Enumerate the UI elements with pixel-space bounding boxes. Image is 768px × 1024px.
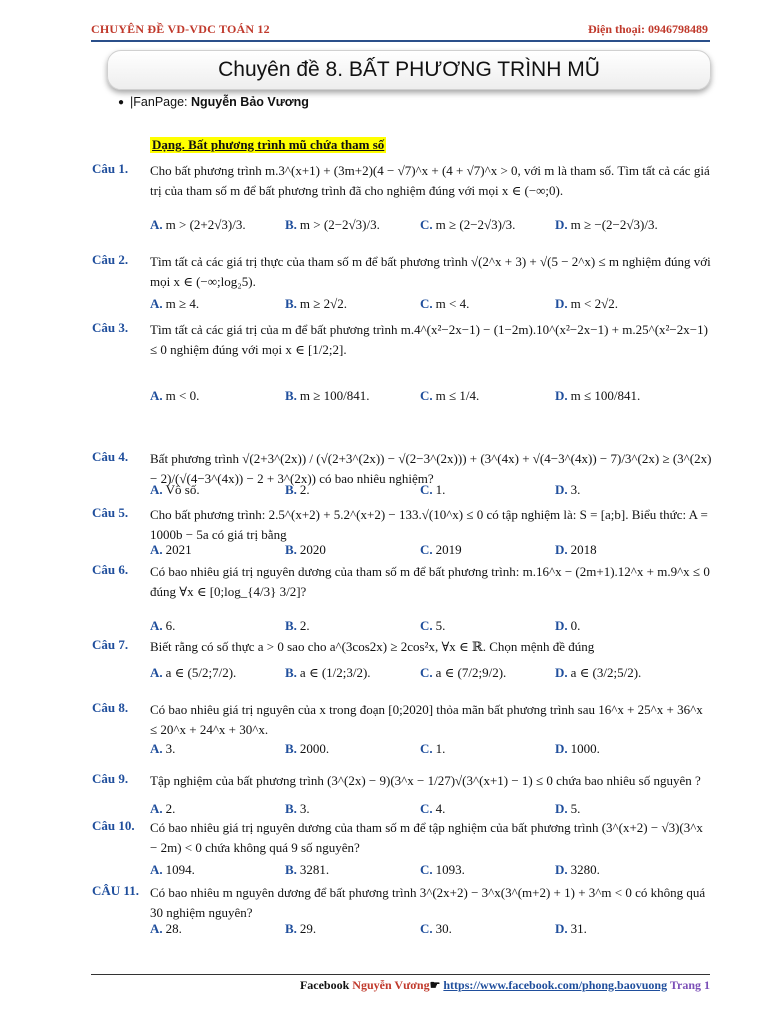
option-label: A. (150, 801, 163, 816)
option-value: m < 0. (165, 388, 200, 403)
option-label: D. (555, 388, 568, 403)
footer-link[interactable]: https://www.facebook.com/phong.baovuong (443, 978, 668, 992)
option-value: 2018 (570, 542, 597, 557)
option-value: 2021 (165, 542, 192, 557)
option-label: A. (150, 217, 163, 232)
option-label: D. (555, 862, 568, 877)
option-label: B. (285, 542, 297, 557)
option-value: a ∈ (7/2;9/2). (435, 665, 507, 680)
option-value: 28. (165, 921, 182, 936)
answer-option (150, 388, 285, 404)
answer-option (420, 741, 555, 757)
answer-option (420, 542, 555, 558)
answer-option (285, 388, 420, 404)
option-value: m ≤ 100/841. (570, 388, 641, 403)
answer-option (150, 921, 285, 937)
question-number: Câu 5. (92, 505, 129, 520)
option-value: a ∈ (1/2;3/2). (299, 665, 371, 680)
answer-option (420, 862, 555, 878)
question-number: Câu 6. (92, 562, 129, 577)
option-value: a ∈ (5/2;7/2). (165, 665, 237, 680)
option-label: D. (555, 741, 568, 756)
option-value: 3. (299, 801, 310, 816)
option-value: m ≥ 100/841. (299, 388, 370, 403)
answer-options (150, 217, 712, 233)
option-value: 1000. (570, 741, 600, 756)
question-text: Bất phương trình √(2+3^(2x)) / (√(2+3^(2x)) − √(2−3^(2x))) + (3^(4x) + √(4−3^(4x)) − 7)/3^(2x) ≥ (3^(2x) − 2)/(√(4−3^(4x)) − 2 + 3^(2x)) có bao nhiêu nghiệm? (150, 451, 712, 486)
question-item (92, 252, 712, 314)
option-value: 29. (299, 921, 317, 936)
option-value: 2. (299, 618, 310, 633)
answer-option (555, 862, 690, 878)
answer-option (150, 665, 285, 681)
question-item (92, 700, 712, 759)
option-label: B. (285, 665, 297, 680)
option-value: 31. (570, 921, 587, 936)
option-value: m ≥ (2−2√3)/3. (435, 217, 516, 232)
answer-option (150, 862, 285, 878)
answer-option (420, 482, 555, 498)
fanpage-name: Nguyễn Bảo Vương (190, 95, 309, 109)
option-value: 1094. (165, 862, 195, 877)
option-label: A. (150, 482, 163, 497)
option-value: 2. (299, 482, 310, 497)
option-label: A. (150, 921, 163, 936)
option-value: m ≥ −(2−2√3)/3. (570, 217, 658, 232)
question-item (92, 320, 712, 406)
option-label: C. (420, 862, 433, 877)
footer (300, 978, 710, 993)
answer-option (150, 296, 285, 312)
option-label: C. (420, 217, 433, 232)
question-item (92, 449, 712, 500)
option-label: A. (150, 862, 163, 877)
answer-option (285, 801, 420, 817)
option-value: 3. (165, 741, 176, 756)
answer-option (150, 482, 285, 498)
option-label: A. (150, 296, 163, 311)
option-label: A. (150, 618, 163, 633)
option-value: 2000. (299, 741, 330, 756)
answer-options (150, 482, 712, 498)
question-item (92, 818, 712, 880)
option-label: B. (285, 618, 297, 633)
answer-option (555, 801, 690, 817)
answer-option (285, 542, 420, 558)
answer-option (285, 921, 420, 937)
answer-option (555, 542, 690, 558)
question-number: Câu 4. (92, 449, 129, 464)
option-label: D. (555, 542, 568, 557)
option-value: 2019 (435, 542, 462, 557)
question-number: Câu 7. (92, 637, 129, 652)
answer-option (150, 542, 285, 558)
option-label: B. (285, 482, 297, 497)
header-divider (91, 40, 710, 42)
question-text: Tập nghiệm của bất phương trình (3^(2x) − 9)(3^x − 1/27)√(3^(x+1) − 1) ≤ 0 chứa bao nhiêu số nguyên ? (150, 773, 701, 788)
answer-option (150, 741, 285, 757)
option-label: C. (420, 618, 433, 633)
answer-option (420, 296, 555, 312)
bullet-icon: ● (118, 96, 125, 108)
option-label: A. (150, 741, 163, 756)
answer-options (150, 388, 712, 404)
answer-options (150, 618, 712, 634)
question-text: Có bao nhiêu giá trị nguyên của x trong đoạn [0;2020] thỏa mãn bất phương trình sau 16^x + 25^x + 36^x ≤ 20^x + 24^x + 30^x. (150, 702, 703, 737)
option-value: 1. (435, 482, 446, 497)
option-label: B. (285, 801, 297, 816)
answer-option (555, 217, 690, 233)
question-text: Có bao nhiêu m nguyên dương để bất phương trình 3^(2x+2) − 3^x(3^(m+2) + 1) + 3^m < 0 có không quá 30 nghiệm nguyên? (150, 885, 706, 920)
option-value: 1. (435, 741, 446, 756)
option-label: D. (555, 217, 568, 232)
answer-option (150, 217, 285, 233)
option-label: D. (555, 618, 568, 633)
option-label: C. (420, 542, 433, 557)
option-label: B. (285, 296, 297, 311)
answer-options (150, 921, 712, 937)
question-number: Câu 10. (92, 818, 135, 833)
fanpage-prefix: |FanPage: (130, 95, 191, 109)
option-label: B. (285, 862, 297, 877)
option-value: 1093. (435, 862, 465, 877)
answer-option (555, 665, 690, 681)
answer-option (555, 296, 690, 312)
question-text: Tìm tất cả các giá trị thực của tham số m để bất phương trình √(2^x + 3) + √(5 − 2^x) ≤ m nghiệm đúng với mọi x ∈ (−∞;log₂5). (150, 254, 711, 289)
question-number: Câu 1. (92, 161, 129, 176)
option-value: m ≥ 2√2. (299, 296, 348, 311)
question-number: Câu 2. (92, 252, 129, 267)
question-text: Tìm tất cả các giá trị của m để bất phương trình m.4^(x²−2x−1) − (1−2m).10^(x²−2x−1) + m.25^(x²−2x−1) ≤ 0 nghiệm đúng với mọi x ∈ [1/2;2]. (150, 322, 708, 357)
answer-option (420, 217, 555, 233)
pointing-hand-icon: ☛ (429, 978, 444, 992)
fanpage-line (118, 95, 309, 109)
question-number: Câu 8. (92, 700, 129, 715)
answer-options (150, 862, 712, 878)
answer-option (555, 388, 690, 404)
page-title: Chuyên đề 8. BẤT PHƯƠNG TRÌNH MŨ (218, 58, 600, 81)
option-label: C. (420, 665, 433, 680)
answer-option (555, 482, 690, 498)
footer-author: Nguyễn Vương (352, 978, 430, 992)
option-value: 2. (165, 801, 176, 816)
answer-option (420, 618, 555, 634)
option-label: A. (150, 665, 163, 680)
answer-option (420, 388, 555, 404)
option-label: A. (150, 542, 163, 557)
option-value: m < 4. (435, 296, 470, 311)
option-value: 5. (570, 801, 581, 816)
answer-options (150, 296, 712, 312)
answer-options (150, 801, 712, 817)
answer-option (150, 618, 285, 634)
footer-facebook-label: Facebook (299, 978, 353, 992)
answer-options (150, 741, 712, 757)
question-text: Cho bất phương trình m.3^(x+1) + (3m+2)(4 − √7)^x + (4 + √7)^x > 0, với m là tham số. Tìm tất cả các giá trị của tham số m để bất phương trình đã cho nghiệm đúng với mọi x ∈ (−∞;0). (150, 163, 710, 198)
option-label: D. (555, 665, 568, 680)
question-item (92, 637, 712, 683)
option-label: B. (285, 741, 297, 756)
answer-option (285, 618, 420, 634)
option-label: D. (555, 296, 568, 311)
page-number: Trang 1 (667, 978, 710, 992)
option-label: B. (285, 217, 297, 232)
option-label: B. (285, 388, 297, 403)
answer-option (555, 741, 690, 757)
option-value: m > (2−2√3)/3. (299, 217, 380, 232)
option-label: C. (420, 482, 433, 497)
option-value: 3280. (570, 862, 600, 877)
question-text: Biết rằng có số thực a > 0 sao cho a^(3cos2x) ≥ 2cos²x, ∀x ∈ ℝ. Chọn mệnh đề đúng (150, 639, 595, 654)
question-number: Câu 9. (92, 771, 129, 786)
question-number: Câu 3. (92, 320, 129, 335)
answer-option (285, 862, 420, 878)
question-item (92, 771, 712, 819)
answer-option (285, 741, 420, 757)
question-text: Có bao nhiêu giá trị nguyên dương của tham số m để tập nghiệm của bất phương trình (3^(x+2) − √3)(3^x − 2m) < 0 chứa không quá 9 số nguyên? (150, 820, 703, 855)
option-value: 3. (570, 482, 581, 497)
answer-option (420, 801, 555, 817)
answer-options (150, 665, 712, 681)
option-value: m < 2√2. (570, 296, 618, 311)
section-heading: Dạng. Bất phương trình mũ chứa tham số (152, 137, 385, 152)
option-label: C. (420, 921, 433, 936)
option-value: a ∈ (3/2;5/2). (570, 665, 642, 680)
answer-option (285, 482, 420, 498)
option-value: m ≥ 4. (165, 296, 200, 311)
option-label: D. (555, 801, 568, 816)
option-value: 0. (570, 618, 581, 633)
option-value: 3281. (299, 862, 330, 877)
question-item (92, 505, 712, 560)
option-value: 5. (435, 618, 446, 633)
header-phone: Điện thoại: 0946798489 (588, 22, 708, 36)
answer-option (555, 618, 690, 634)
option-label: D. (555, 921, 568, 936)
option-label: B. (285, 921, 297, 936)
question-item (92, 883, 712, 939)
option-value: 6. (165, 618, 176, 633)
question-item (92, 161, 712, 235)
option-value: m ≤ 1/4. (435, 388, 480, 403)
footer-divider (91, 974, 710, 975)
question-text: Cho bất phương trình: 2.5^(x+2) + 5.2^(x+2) − 133.√(10^x) ≤ 0 có tập nghiệm là: S = [a;b]. Biểu thức: A = 1000b − 5a có giá trị bằng (150, 507, 708, 542)
answer-option (420, 921, 555, 937)
title-banner (107, 50, 711, 90)
answer-option (285, 217, 420, 233)
option-label: C. (420, 741, 433, 756)
answer-option (285, 296, 420, 312)
option-value: 2020 (299, 542, 326, 557)
option-label: C. (420, 296, 433, 311)
question-text: Có bao nhiêu giá trị nguyên dương của tham số m để bất phương trình: m.16^x − (2m+1).12^x + m.9^x ≤ 0 đúng ∀x ∈ [0;log_{4/3} 3/2]? (150, 564, 710, 599)
option-label: C. (420, 388, 433, 403)
answer-option (285, 665, 420, 681)
question-number: CÂU 11. (92, 883, 139, 898)
option-label: D. (555, 482, 568, 497)
answer-options (150, 542, 712, 558)
answer-option (555, 921, 690, 937)
option-value: Vô số. (165, 482, 200, 497)
header-topic: CHUYÊN ĐỀ VD-VDC TOÁN 12 (91, 22, 270, 36)
answer-option (150, 801, 285, 817)
question-item (92, 562, 712, 636)
option-label: A. (150, 388, 163, 403)
option-value: 4. (435, 801, 446, 816)
answer-option (420, 665, 555, 681)
option-value: 30. (435, 921, 452, 936)
option-value: m > (2+2√3)/3. (165, 217, 246, 232)
option-label: C. (420, 801, 433, 816)
